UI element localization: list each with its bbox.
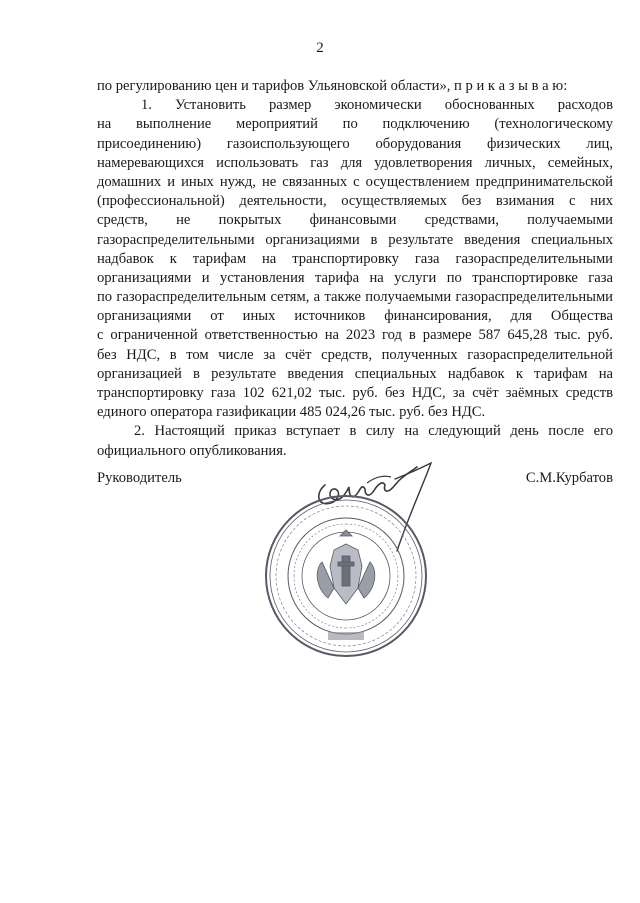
text-line: 2. Настоящий приказ вступает в силу на следующий день после его [134, 423, 613, 440]
order-text [97, 77, 613, 461]
signatory-position: Руководитель [97, 470, 182, 486]
text-line: организациями и установления тарифа на услуги по транспортировке газа [97, 269, 613, 286]
text-line: домашних и иных нужд, не связанных с осуществлением предпринимательской [97, 173, 613, 190]
text-line: на выполнение мероприятий по подключению (технологическому [97, 116, 613, 133]
text-line: единого оператора газификации 485 024,26 тыс. руб. без НДС. [97, 404, 486, 421]
text-line: организацией в результате введения специальных надбавок к тарифам на [97, 365, 613, 382]
text-line: с ограниченной ответственностью на 2023 год в размере 587 645,28 тыс. руб. [97, 327, 613, 344]
text-line: намеревающихся использовать газ для удовлетворения личных, семейных, [97, 154, 613, 171]
text-line: официального опубликования. [97, 442, 287, 459]
page-number: 2 [316, 40, 324, 56]
text-line: транспортировку газа 102 621,02 тыс. руб. без НДС, за счёт заёмных средств [97, 385, 613, 401]
text-line: организациями от иных источников финансирования, для Общества [97, 308, 613, 325]
text-line: надбавок к тарифам на транспортировку газа газораспределительными [97, 250, 613, 267]
text-line: средств, не покрытых финансовыми средствами, получаемыми [97, 212, 613, 229]
signatory-name: С.М.Курбатов [525, 470, 613, 486]
text-line: по регулированию цен и тарифов Ульяновской области», п р и к а з ы в а ю: [97, 78, 568, 94]
text-line: без НДС, в том числе за счёт средств, полученных газораспределительной [97, 346, 613, 363]
text-line: газораспределительными организациями в результате введения специальных [97, 231, 613, 248]
text-line: (профессиональной) деятельности, осуществляемых без взимания с них [97, 193, 613, 210]
text-line: присоединению) газоиспользующего оборудования физических лиц, [97, 135, 613, 152]
text-line: по газораспределительным сетям, а также получаемыми газораспределительными [97, 289, 613, 306]
official-seal [262, 492, 430, 660]
text-line: 1. Установить размер экономически обоснованных расходов [141, 97, 613, 114]
